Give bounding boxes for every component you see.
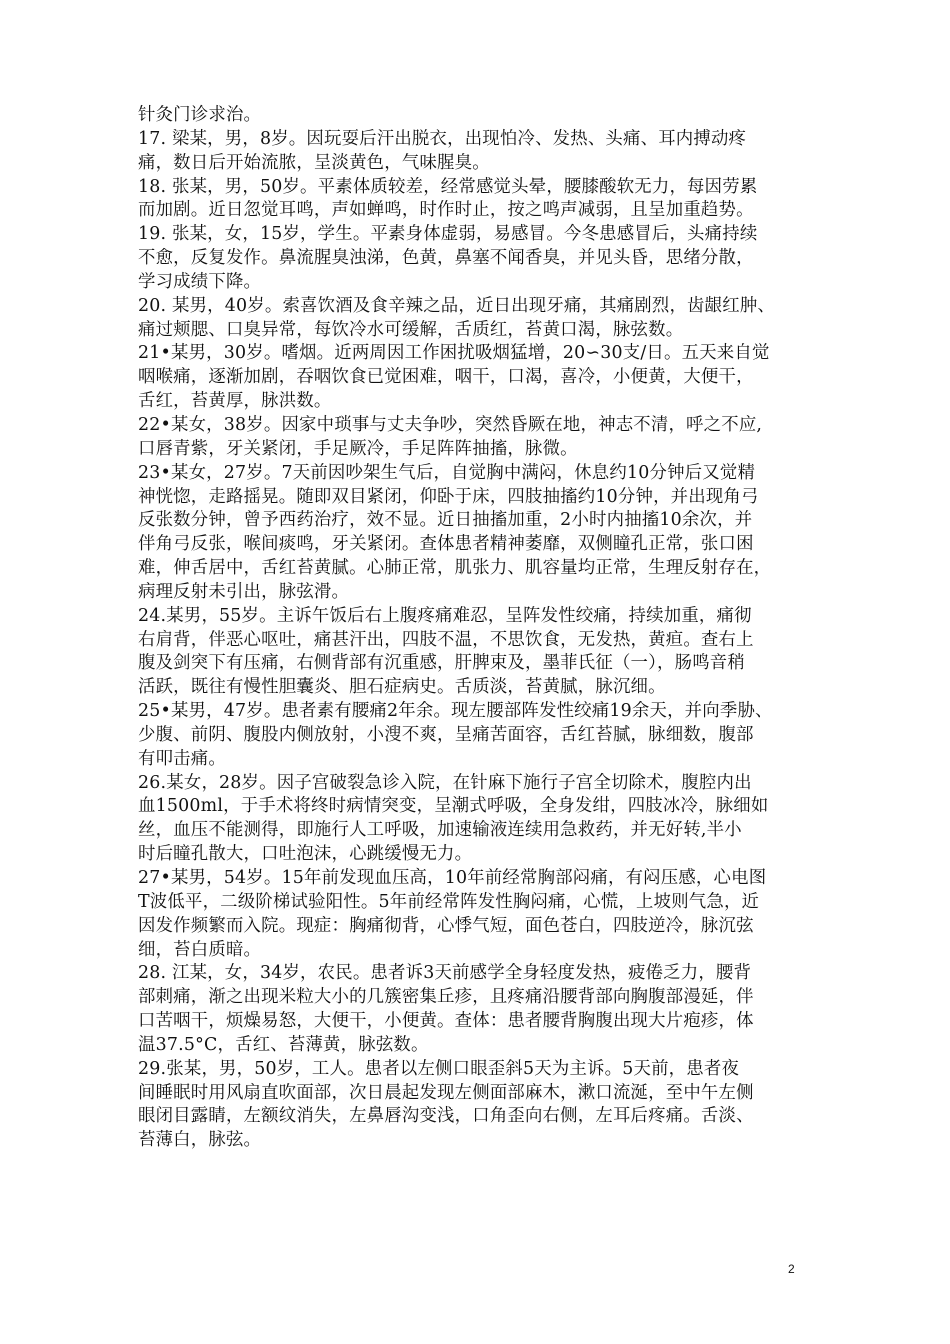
text-line: 难，伸舌居中，舌红苔黄腻。心肺正常，肌张力、肌容量均正常，生理反射存在，	[138, 558, 772, 579]
text-line: 29.张某，男，50岁，工人。患者以左侧口眼歪斜5天为主诉。5天前，患者夜	[138, 1058, 740, 1079]
text-line: 24.某男，55岁。主诉午饭后右上腹疼痛难忍，呈阵发性绞痛，持续加重，痛彻	[138, 605, 752, 626]
text-line: 反张数分钟，曾予西药治疗，效不显。近日抽搐加重，2小时内抽搐10余次，并	[138, 510, 753, 531]
text-line: 痛过颊腮、口臭异常，每饮冷水可缓解，舌质红，苔黄口渴，脉弦数。	[138, 319, 684, 340]
text-line: 血1500ml，于手术将终时病情突变，呈潮式呼吸，全身发绀，四肢冰冷，脉细如	[138, 796, 769, 817]
text-line: 神恍惚，走路摇晃。随即双目紧闭，仰卧于床，四肢抽搐约10分钟，并出现角弓	[138, 486, 759, 507]
text-line: 少腹、前阴、腹股内侧放射，小溲不爽，呈痛苦面容，舌红苔腻，脉细数，腹部	[138, 724, 754, 745]
text-line: 口苦咽干，烦燥易怒，大便干，小便黄。查体：患者腰背胸腹出现大片疱疹，体	[138, 1011, 754, 1032]
text-line: 19. 张某，女，15岁，学生。平素身体虚弱，易感冒。今冬患感冒后，头痛持续	[138, 224, 758, 245]
text-line: 而加剧。近日忽觉耳鸣，声如蝉鸣，时作时止，按之鸣声减弱，且呈加重趋势。	[138, 200, 754, 221]
text-line: 28. 江某，女，34岁，农民。患者诉3天前感学全身轻度发热，疲倦乏力，腰背	[138, 963, 752, 984]
text-line: 咽喉痛，逐渐加剧，吞咽饮食已觉困难，咽干，口渴，喜冷，小便黄，大便干，	[138, 367, 754, 388]
text-line: 病理反射未引出，脉弦滑。	[138, 581, 350, 602]
text-line: 27•某男，54岁。15年前发现血压高，10年前经常胸部闷痛，有闷压感，心电图	[138, 868, 767, 888]
text-line: 25•某男，47岁。患者素有腰痛2年余。现左腰部阵发性绞痛19余天，并向季胁、	[138, 701, 773, 722]
text-line: 部刺痛，渐之出现米粒大小的几簇密集丘疹，且疼痛沿腰背部向胸腹部漫延，伴	[138, 987, 754, 1008]
text-line: 21•某男，30岁。嗜烟。近两周因工作困扰吸烟猛增，20∽30支/日。五天来自觉	[138, 343, 770, 364]
text-line: 舌红，苔黄厚，脉洪数。	[138, 391, 332, 412]
document-body	[138, 104, 828, 1153]
text-line: 苔薄白，脉弦。	[138, 1130, 262, 1151]
text-line: 右肩背，伴恶心呕吐，痛甚汗出，四肢不温，不思饮食，无发热，黄疸。查右上	[138, 629, 754, 650]
text-line: 因发作频繁而入院。现症：胸痛彻背，心悸气短，面色苍白，四肢逆冷，脉沉弦	[138, 915, 754, 936]
text-line: 20. 某男，40岁。索喜饮酒及食辛辣之品，近日出现牙痛，其痛剧烈，齿龈红肿、	[138, 295, 776, 316]
text-line: 眼闭目露睛，左额纹消失，左鼻唇沟变浅，口角歪向右侧，左耳后疼痛。舌淡、	[138, 1106, 754, 1127]
text-line: 腹及剑突下有压痛，右侧背部有沉重感，肝脾束及，墨菲氏征（一），肠鸣音稍	[138, 653, 745, 674]
text-line: 温37.5°C，舌红、苔薄黄，脉弦数。	[138, 1034, 429, 1055]
page-number: 2	[788, 1262, 795, 1276]
text-line: 学习成绩下降。	[138, 271, 262, 292]
text-line: 丝，血压不能测得，即施行人工呼吸，加速输液连续用急救药，并无好转,半小	[138, 820, 742, 841]
text-line: 针灸门诊求治。	[138, 105, 262, 125]
text-line: 活跃，既往有慢性胆囊炎、胆石症病史。舌质淡，苔黄腻，脉沉细。	[138, 677, 666, 698]
text-line: 不愈，反复发作。鼻流腥臭浊涕，色黄，鼻塞不闻香臭，并见头昏，思绪分散，	[138, 248, 754, 269]
text-line: 17. 梁某，男，8岁。因玩耍后汗出脱衣，出现怕冷、发热、头痛、耳内搏动疼	[138, 128, 747, 149]
text-line: T波低平，二级阶梯试验阳性。5年前经常阵发性胸闷痛，心慌，上坡则气急，近	[138, 891, 760, 912]
text-line: 23•某女，27岁。7天前因吵架生气后，自觉胸中满闷，休息约10分钟后又觉精	[138, 462, 756, 483]
text-line: 时后瞳孔散大，口吐泡沫，心跳缓慢无力。	[138, 844, 473, 865]
text-line: 22•某女，38岁。因家中琐事与丈夫争吵，突然昏厥在地，神志不清，呼之不应,	[138, 414, 763, 435]
text-line: 26.某女，28岁。因子宫破裂急诊入院，在针麻下施行子宫全切除术，腹腔内出	[138, 772, 752, 793]
text-line: 口唇青紫，牙关紧闭，手足厥冷，手足阵阵抽搐，脉微。	[138, 438, 578, 459]
text-line: 痛，数日后开始流脓，呈淡黄色，气味腥臭。	[138, 152, 490, 173]
text-line: 间睡眠时用风扇直吹面部，次日晨起发现左侧面部麻木，漱口流涎，至中午左侧	[138, 1082, 754, 1103]
text-line: 18. 张某，男，50岁。平素体质较差，经常感觉头晕，腰膝酸软无力，每因劳累	[138, 176, 758, 197]
text-line: 细，苔白质暗。	[138, 939, 262, 960]
text-line: 伴角弓反张，喉间痰鸣，牙关紧闭。查体患者精神萎靡，双侧瞳孔正常，张口困	[138, 534, 754, 555]
text-line: 有叩击痛。	[138, 748, 226, 769]
